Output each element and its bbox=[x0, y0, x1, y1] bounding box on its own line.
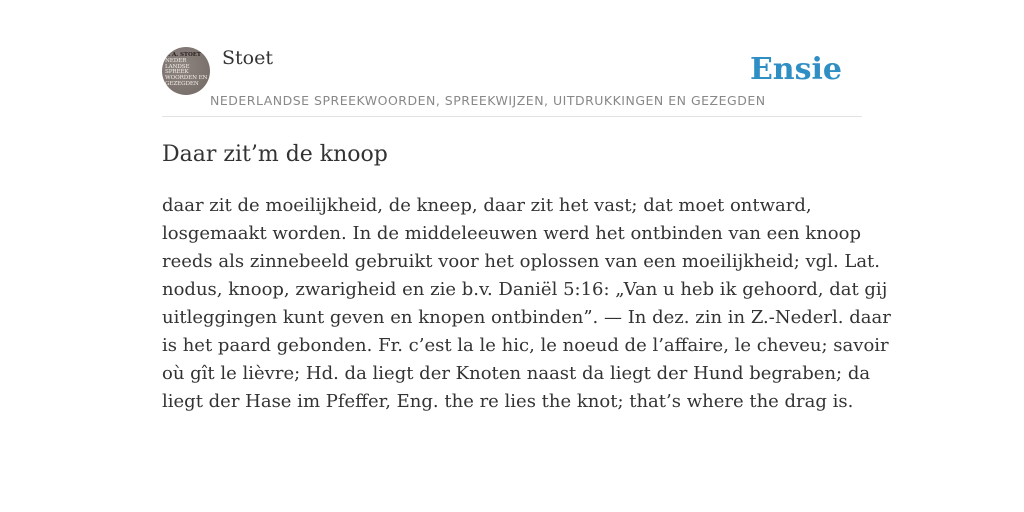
definition-line: is het paard gebonden. Fr. c’est la le hic, le noeud de l’affaire, le cheveu; savoir bbox=[162, 335, 889, 356]
definition-line: uitleggingen kunt geven en knopen ontbinden”. — In dez. zin in Z.-Nederl. daar bbox=[162, 307, 891, 328]
avatar-line: GEZEGDEN bbox=[165, 80, 199, 87]
entry-definition bbox=[162, 192, 891, 416]
book-cover-avatar[interactable] bbox=[162, 47, 210, 95]
definition-line: liegt der Hase im Pfeffer, Eng. the re lies the knot; that’s where the drag is. bbox=[162, 391, 854, 412]
avatar-line: LANDSE bbox=[165, 63, 190, 70]
brand-logo-link[interactable]: Ensie bbox=[749, 52, 842, 87]
author-name-link[interactable]: Stoet bbox=[222, 47, 273, 69]
source-subtitle-link[interactable]: NEDERLANDSE SPREEKWOORDEN, SPREEKWIJZEN, UITDRUKKINGEN EN GEZEGDEN bbox=[210, 93, 766, 108]
definition-line: daar zit de moeilijkheid, de kneep, daar zit het vast; dat moet ontward, bbox=[162, 195, 812, 216]
avatar-line: SPREEK bbox=[165, 69, 189, 76]
avatar-line: WOORDEN EN bbox=[165, 75, 208, 82]
definition-line: où gît le lièvre; Hd. da liegt der Knoten naast da liegt der Hund begraben; da bbox=[162, 363, 871, 384]
definition-line: reeds als zinnebeeld gebruikt voor het oplossen van een moeilijkheid; vgl. Lat. bbox=[162, 251, 881, 272]
entry-title: Daar zit’m de knoop bbox=[162, 142, 388, 167]
definition-line: losgemaakt worden. In de middeleeuwen werd het ontbinden van een knoop bbox=[162, 223, 861, 244]
definition-line: nodus, knoop, zwarigheid en zie b.v. Daniël 5:16: „Van u heb ik gehoord, dat gij bbox=[162, 279, 888, 300]
avatar-line: F. A. STOET bbox=[165, 52, 201, 58]
header bbox=[162, 44, 862, 117]
avatar-line: NEDER bbox=[165, 57, 187, 64]
avatar-text bbox=[165, 53, 210, 88]
